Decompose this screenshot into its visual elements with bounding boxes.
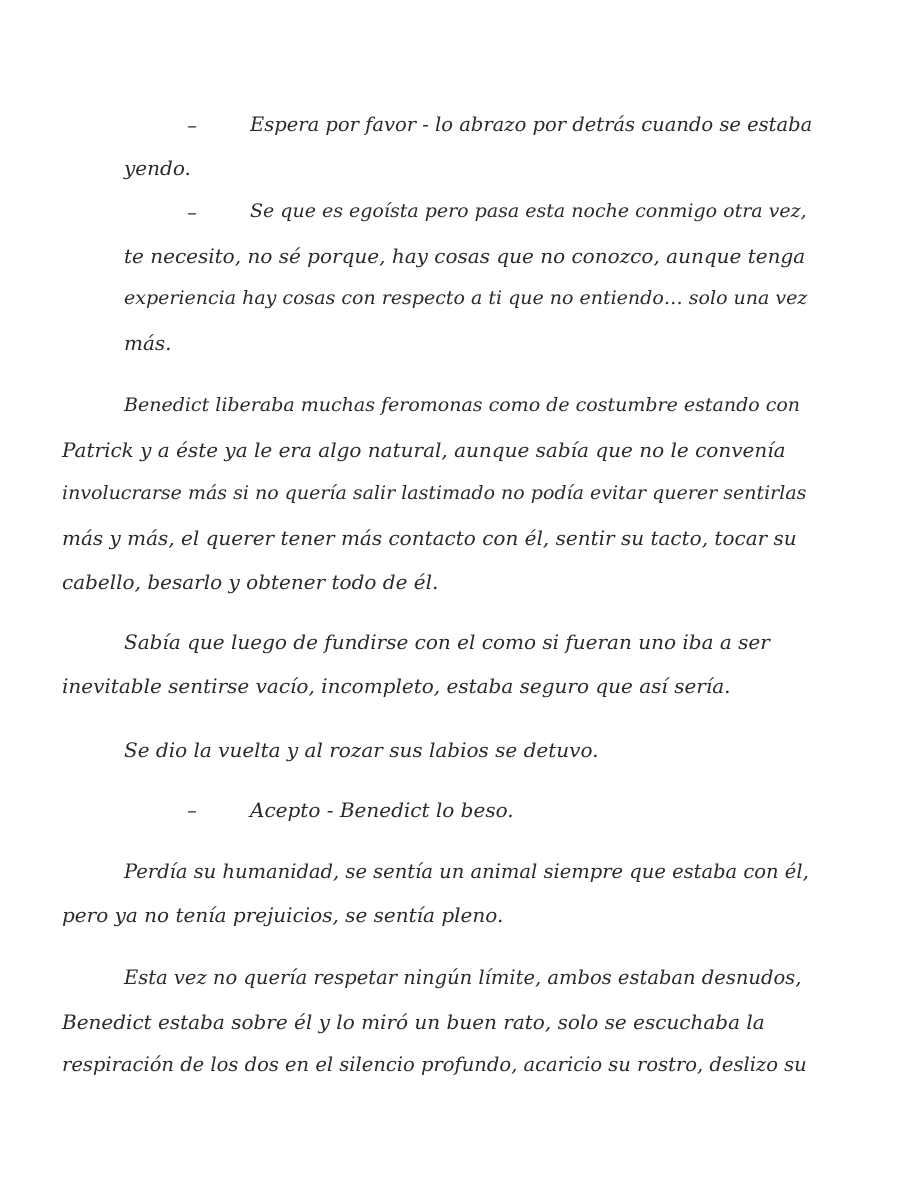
paragraph-line: Sabía que luego de fundirse con el como si fueran uno iba a ser <box>124 630 770 654</box>
paragraph-line: Patrick y a éste ya le era algo natural, aunque sabía que no le convenía <box>62 438 786 462</box>
dialogue-line: Espera por favor - lo abrazo por detrás cuando se estaba <box>250 113 813 136</box>
dialogue-line: Acepto - Benedict lo beso. <box>250 798 514 822</box>
dialogue-dash: – <box>187 113 197 137</box>
paragraph-line: Se dio la vuelta y al rozar sus labios se detuvo. <box>124 738 599 762</box>
paragraph-line: inevitable sentirse vacío, incompleto, estaba seguro que así sería. <box>62 674 731 698</box>
paragraph-line: cabello, besarlo y obtener todo de él. <box>62 570 439 594</box>
paragraph-line: respiración de los dos en el silencio profundo, acaricio su rostro, deslizo su <box>62 1053 807 1076</box>
dialogue-dash: – <box>187 798 197 822</box>
paragraph-line: pero ya no tenía prejuicios, se sentía pleno. <box>62 903 504 927</box>
paragraph-line: involucrarse más si no quería salir lastimado no podía evitar querer sentirlas <box>62 482 807 504</box>
dialogue-line: experiencia hay cosas con respecto a ti que no entiendo… solo una vez <box>124 287 808 309</box>
dialogue-line: te necesito, no sé porque, hay cosas que no conozco, aunque tenga <box>124 244 806 268</box>
paragraph-line: Benedict liberaba muchas feromonas como de costumbre estando con <box>124 394 801 416</box>
dialogue-line: Se que es egoísta pero pasa esta noche conmigo otra vez, <box>250 200 807 222</box>
paragraph-line: más y más, el querer tener más contacto con él, sentir su tacto, tocar su <box>62 526 797 550</box>
dialogue-line: más. <box>124 331 172 355</box>
dialogue-line: yendo. <box>124 156 191 180</box>
paragraph-line: Perdía su humanidad, se sentía un animal siempre que estaba con él, <box>124 860 809 883</box>
dialogue-dash: – <box>187 200 197 224</box>
paragraph-line: Benedict estaba sobre él y lo miró un buen rato, solo se escuchaba la <box>62 1010 765 1034</box>
paragraph-line: Esta vez no quería respetar ningún límite, ambos estaban desnudos, <box>124 966 802 989</box>
